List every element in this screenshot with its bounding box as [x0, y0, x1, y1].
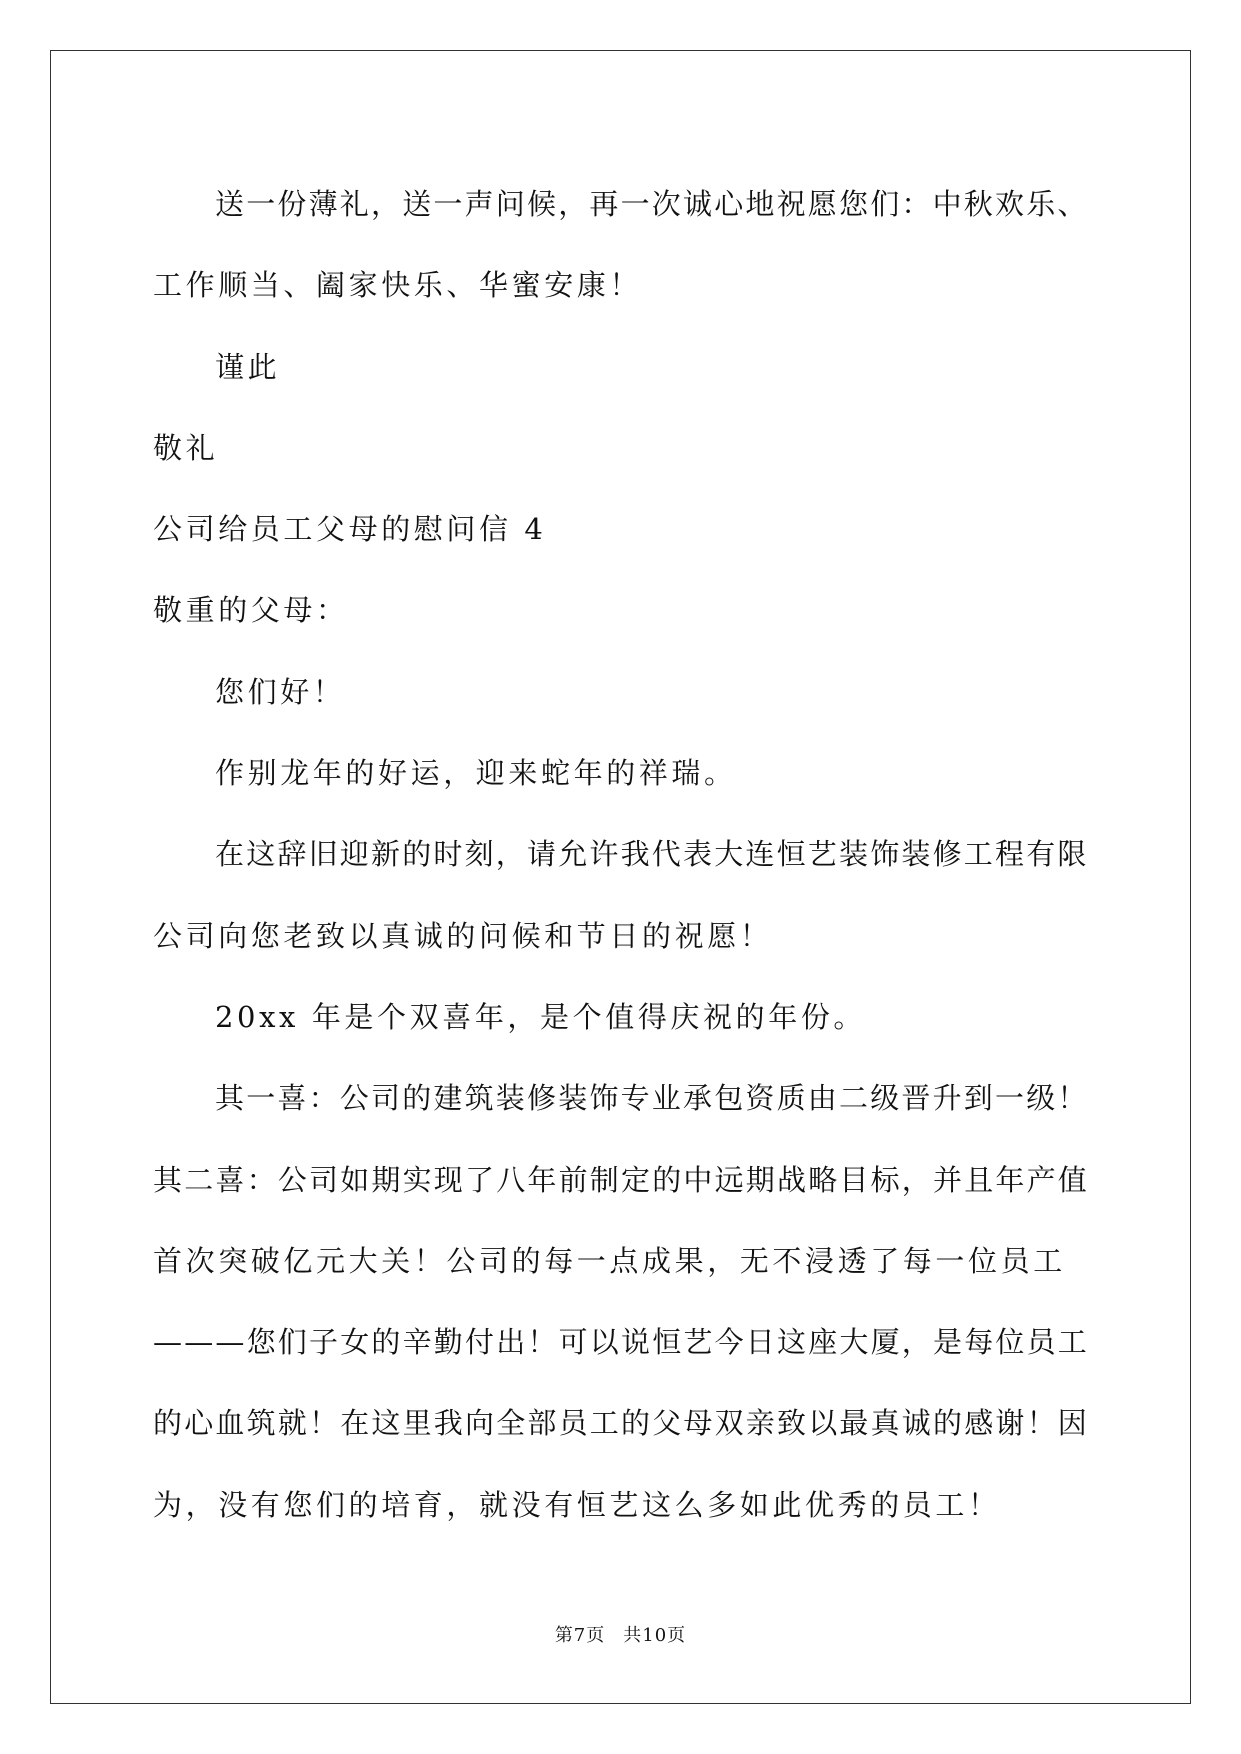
page-footer	[0, 1621, 1241, 1647]
paragraph-line: 20xx 年是个双喜年，是个值得庆祝的年份。	[215, 999, 867, 1034]
paragraph-line: ———您们子女的辛勤付出！可以说恒艺今日这座大厦，是每位员工	[153, 1325, 1090, 1360]
paragraph-line: 作别龙年的好运，迎来蛇年的祥瑞。	[215, 756, 737, 791]
paragraph-line: 公司向您老致以真诚的问候和节日的祝愿！	[153, 918, 773, 953]
letter-salutation: 敬重的父母：	[153, 593, 349, 628]
paragraph-line: 工作顺当、阖家快乐、华蜜安康！	[153, 268, 643, 303]
letter-title: 公司给员工父母的慰问信 4	[153, 512, 547, 547]
closing-phrase: 谨此	[215, 349, 281, 384]
paragraph-line: 送一份薄礼，送一声问候，再一次诚心地祝愿您们：中秋欢乐、	[215, 187, 1089, 221]
paragraph-line: 为，没有您们的培育，就没有恒艺这么多如此优秀的员工！	[153, 1487, 1001, 1522]
paragraph-line: 其二喜：公司如期实现了八年前制定的中远期战略目标，并且年产值	[153, 1162, 1090, 1197]
closing-salutation: 敬礼	[153, 430, 219, 465]
page-total: 共10页	[623, 1625, 687, 1646]
paragraph-line: 的心血筑就！在这里我向全部员工的父母双亲致以最真诚的感谢！因	[153, 1406, 1090, 1441]
greeting-line: 您们好！	[215, 674, 346, 709]
paragraph-line: 在这辞旧迎新的时刻，请允许我代表大连恒艺装饰装修工程有限	[215, 837, 1089, 872]
paragraph-line: 其一喜：公司的建筑装修装饰专业承包资质由二级晋升到一级！	[215, 1081, 1089, 1116]
page-number: 第7页	[554, 1625, 606, 1646]
letter-body	[153, 164, 1093, 1546]
paragraph-line: 首次突破亿元大关！公司的每一点成果，无不浸透了每一位员工	[153, 1243, 1066, 1278]
